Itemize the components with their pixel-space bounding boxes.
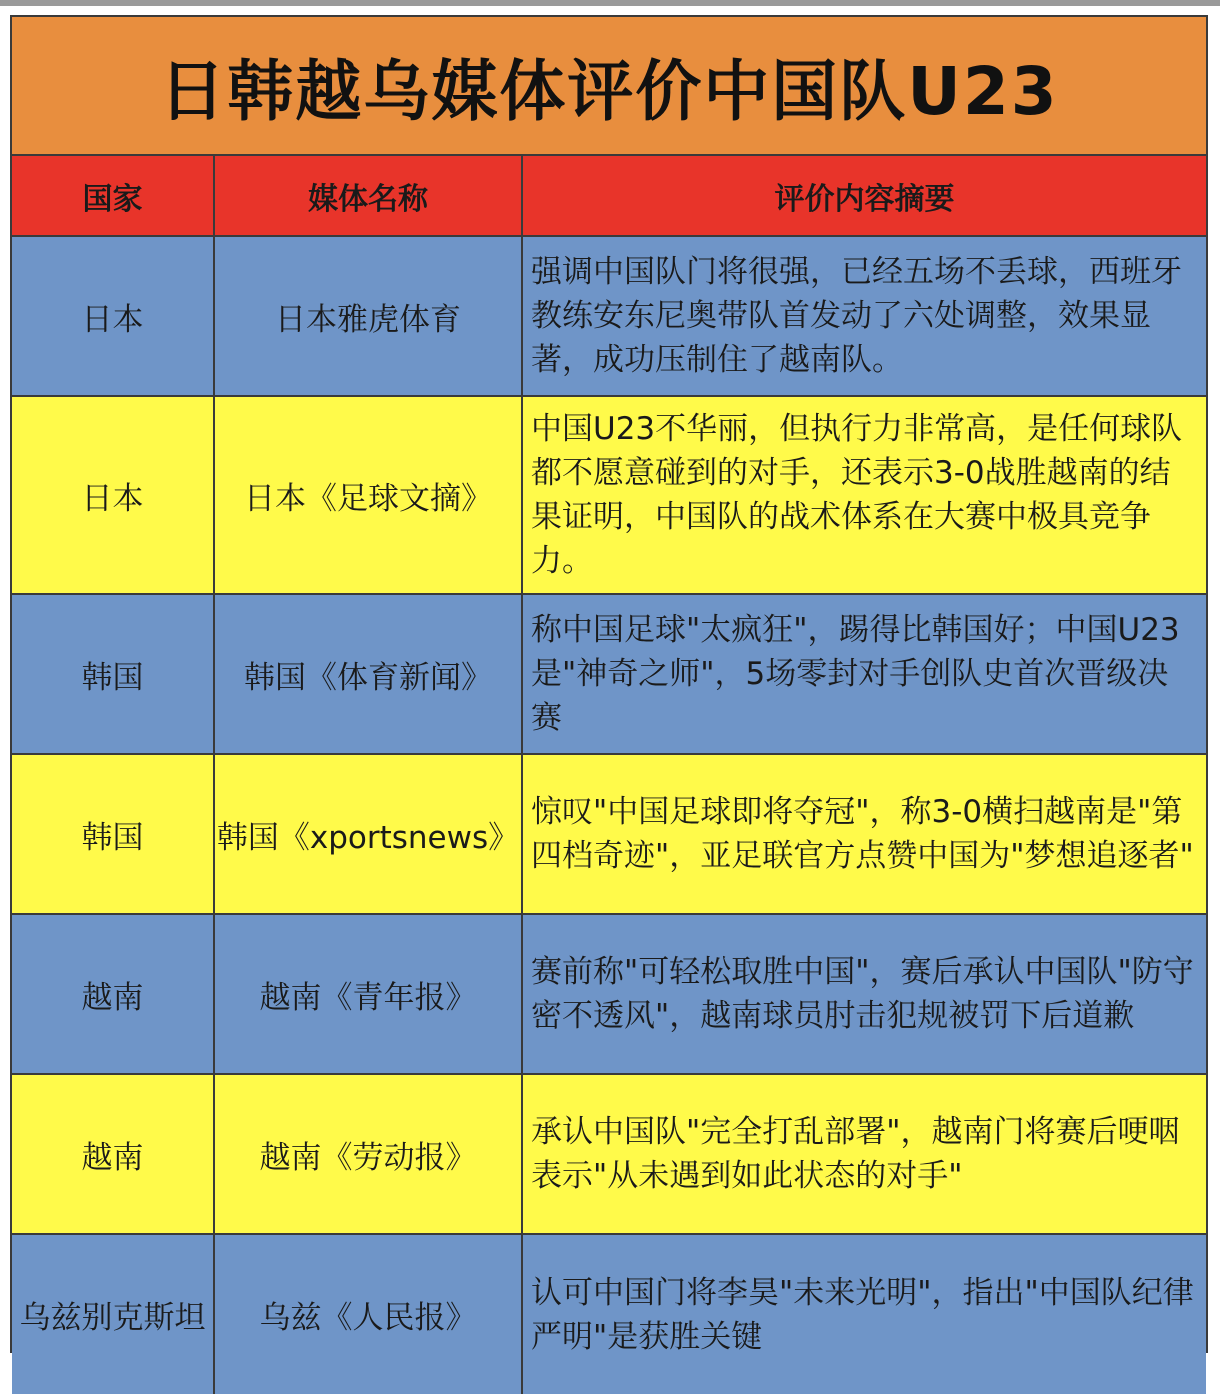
- column-header-country: 国家: [12, 156, 214, 236]
- summary-cell: [522, 754, 1206, 914]
- summary-text: 认可中国门将李昊"未来光明"，指出"中国队纪律严明"是获胜关键: [531, 1274, 1194, 1355]
- media-cell: 韩国《xportsnews》: [214, 754, 522, 914]
- summary-text: 承认中国队"完全打乱部署"，越南门将赛后哽咽表示"从未遇到如此状态的对手": [531, 1114, 1180, 1194]
- summary-cell: [522, 914, 1206, 1074]
- title-bar: [12, 17, 1206, 156]
- table-row: [12, 914, 1206, 1074]
- country-cell: 越南: [12, 1074, 214, 1234]
- media-cell: 日本《足球文摘》: [214, 396, 522, 594]
- summary-cell: [522, 1074, 1206, 1234]
- table-row: [12, 1234, 1206, 1394]
- summary-cell: [522, 1234, 1206, 1394]
- summary-cell: [522, 594, 1206, 754]
- top-border-strip: [0, 0, 1220, 6]
- country-cell: 越南: [12, 914, 214, 1074]
- media-cell: 日本雅虎体育: [214, 236, 522, 396]
- comparison-sheet: [10, 15, 1208, 1353]
- table-row: [12, 594, 1206, 754]
- summary-text: 中国U23不华丽，但执行力非常高，是任何球队都不愿意碰到的对手，还表示3-0战胜越南的结果证明，中国队的战术体系在大赛中极具竞争力。: [531, 411, 1183, 579]
- table-row: [12, 396, 1206, 594]
- media-review-table: [12, 156, 1206, 1394]
- country-cell: 韩国: [12, 754, 214, 914]
- country-cell: 日本: [12, 236, 214, 396]
- summary-text: 称中国足球"太疯狂"，踢得比韩国好；中国U23是"神奇之师"，5场零封对手创队史首次晋级决赛: [531, 612, 1180, 736]
- column-header-summary: 评价内容摘要: [522, 156, 1206, 236]
- summary-text: 赛前称"可轻松取胜中国"，赛后承认中国队"防守密不透风"，越南球员肘击犯规被罚下后道歉: [531, 954, 1194, 1034]
- media-cell: 乌兹《人民报》: [214, 1234, 522, 1394]
- table-header-row: [12, 156, 1206, 236]
- table-row: [12, 754, 1206, 914]
- media-cell: 越南《青年报》: [214, 914, 522, 1074]
- summary-cell: [522, 396, 1206, 594]
- country-cell: 乌兹别克斯坦: [12, 1234, 214, 1394]
- media-cell: 越南《劳动报》: [214, 1074, 522, 1234]
- column-header-media: 媒体名称: [214, 156, 522, 236]
- table-row: [12, 236, 1206, 396]
- country-cell: 日本: [12, 396, 214, 594]
- summary-text: 惊叹"中国足球即将夺冠"，称3-0横扫越南是"第四档奇迹"，亚足联官方点赞中国为"梦想追逐者": [531, 794, 1194, 874]
- country-cell: 韩国: [12, 594, 214, 754]
- summary-cell: [522, 236, 1206, 396]
- media-cell: 韩国《体育新闻》: [214, 594, 522, 754]
- page-title: 日韩越乌媒体评价中国队U23: [159, 53, 1059, 130]
- summary-text: 强调中国队门将很强，已经五场不丢球，西班牙教练安东尼奥带队首发动了六处调整，效果显著，成功压制住了越南队。: [531, 254, 1182, 378]
- table-row: [12, 1074, 1206, 1234]
